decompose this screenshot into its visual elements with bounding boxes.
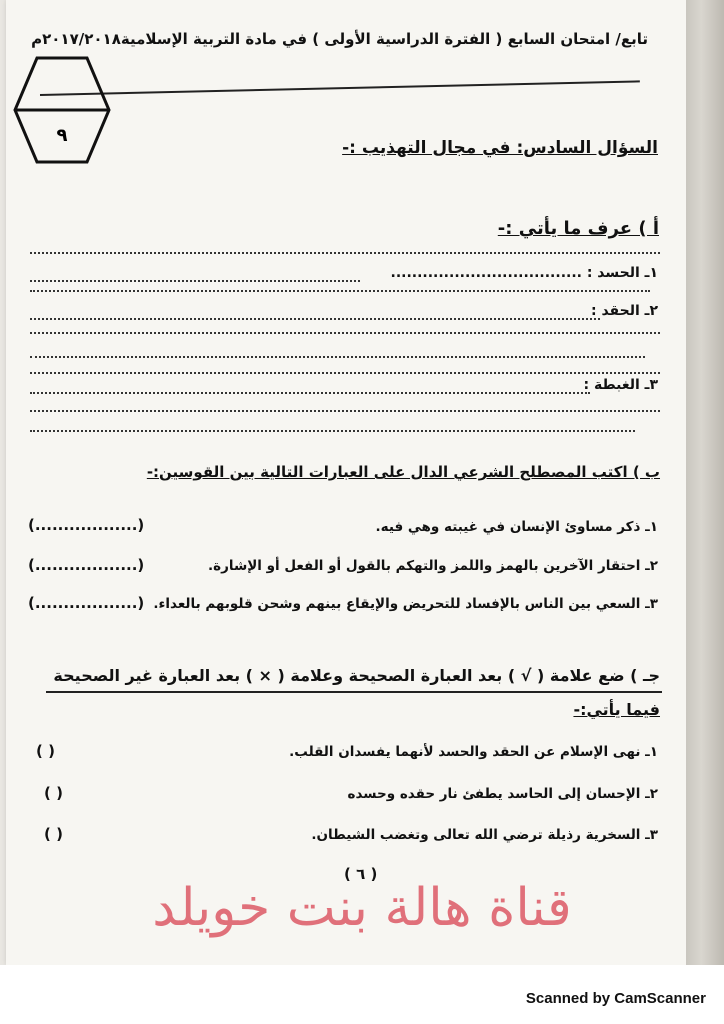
section-c-title-continued: فيما يأتي:-: [573, 700, 660, 719]
score-hexagon: [12, 55, 112, 165]
section-a-item-3: ٣ـ الغبطة :: [583, 377, 658, 393]
section-a-item-1: ١ـ الحسد : ....................................: [390, 265, 658, 281]
answer-dotted-line: [30, 332, 660, 334]
page-edge: [686, 0, 724, 965]
section-c-item-3: ٣ـ السخرية رذيلة ترضي الله تعالى وتغضب الشيطان.: [311, 827, 658, 843]
section-b-item-3: ٣ـ السعي بين الناس بالإفساد للتحريض والإيقاع بينهم وشحن قلوبهم بالعداء.: [153, 596, 658, 612]
exam-header-title: تابع/ امتحان السابع ( الفترة الدراسية الأولى ) في مادة التربية الإسلامية٢٠١٧/٢٠١٨م: [31, 30, 648, 48]
channel-watermark: قناة هالة بنت خويلد: [152, 878, 572, 938]
section-c-underline: [46, 691, 662, 693]
answer-blank: (..................): [28, 594, 145, 612]
section-b-item-2: ٢ـ احتقار الآخرين بالهمز واللمز والتهكم بالقول أو الفعل أو الإشارة.: [208, 558, 658, 574]
answer-dotted-line: [30, 280, 360, 282]
section-c-item-2: ٢ـ الإحسان إلى الحاسد يطفئ نار حقده وحسده: [347, 786, 658, 802]
answer-blank: ( ): [44, 784, 63, 802]
section-a-item-2: ٢ـ الحقد :: [591, 303, 658, 319]
answer-dotted-line: [30, 372, 660, 374]
section-b-item-1: ١ـ ذكر مساوئ الإنسان في غيبته وهي فيه.: [375, 519, 658, 535]
answer-blank: (..................): [28, 516, 145, 534]
answer-dotted-line: [30, 410, 660, 412]
answer-dotted-line: [30, 392, 590, 394]
question-title: السؤال السادس: في مجال التهذيب :-: [342, 138, 658, 158]
scanner-credit: Scanned by CamScanner: [525, 990, 706, 1007]
section-c-item-1: ١ـ نهى الإسلام عن الحقد والحسد لأنهما يفسدان القلب.: [289, 744, 658, 760]
score-value: ٩: [56, 125, 68, 146]
answer-dotted-line: [30, 290, 650, 292]
section-c-title: جـ ) ضع علامة ( √ ) بعد العبارة الصحيحة وعلامة ( × ) بعد العبارة غير الصحيحة: [53, 666, 660, 685]
page-number: ( ٦ ): [344, 865, 378, 883]
answer-blank: (..................): [28, 556, 145, 574]
answer-dotted-line: [30, 252, 660, 254]
answer-dotted-line: [30, 430, 635, 432]
answer-dotted-line: [30, 318, 600, 320]
answer-blank: ( ): [36, 742, 55, 760]
section-b-title: ب ) اكتب المصطلح الشرعي الدال على العبارات التالية بين القوسين:-: [146, 463, 660, 481]
section-a-title: أ ) عرف ما يأتي :-: [497, 218, 659, 239]
answer-blank: ( ): [44, 825, 63, 843]
answer-dotted-line: [30, 356, 645, 358]
